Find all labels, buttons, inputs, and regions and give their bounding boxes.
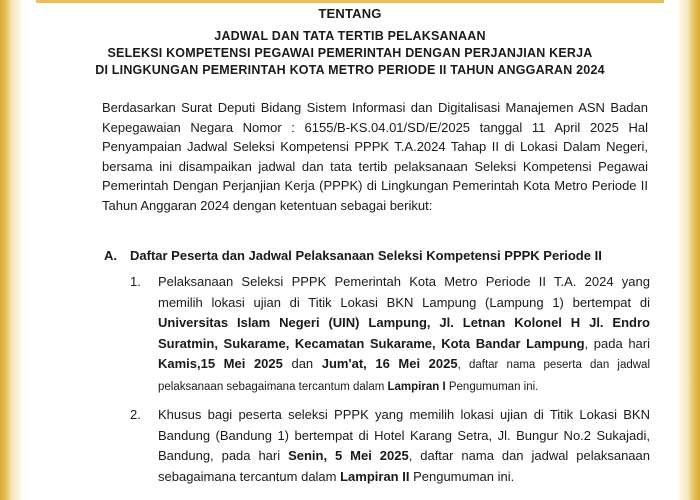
location-text: Universitas Islam Negeri (UIN) Lampung, Jl. Letnan Kolonel H Jl. Endro Suratmin, Sukarame, Kecamatan Sukarame, Kota Bandar Lampung (158, 315, 650, 351)
text-run: dan (282, 356, 322, 371)
heading-tentang: TENTANG (318, 6, 382, 21)
text-run: Pengumuman ini. (409, 468, 515, 484)
section-a-title: Daftar Peserta dan Jadwal Pelaksanaan Seleksi Kompetensi PPPK Periode II (130, 248, 602, 263)
list-item-1 (130, 272, 650, 397)
date-text: Jum'at, 16 Mei 2025 (321, 356, 458, 371)
list-item-2 (130, 405, 650, 487)
attachment-ref: Lampiran II (340, 468, 410, 484)
date-text: Senin, 5 Mei 2025 (288, 448, 409, 463)
text-run: Pengumuman ini. (445, 380, 539, 393)
document-title (40, 28, 660, 79)
title-line-3: DI LINGKUNGAN PEMERINTAH KOTA METRO PERIODE II TAHUN ANGGARAN 2024 (95, 63, 605, 77)
list-item-number: 1. (130, 274, 141, 289)
title-line-2: SELEKSI KOMPETENSI PEGAWAI PEMERINTAH DENGAN PERJANJIAN KERJA (107, 46, 593, 60)
list-item-text (158, 272, 650, 397)
list-item-number: 2. (130, 407, 141, 422)
document-page (40, 0, 660, 500)
decorative-frame-left (0, 0, 36, 500)
text-run: , daftar nama peserta dan jadwal pelaksanaan sebagaimana tercantum dalam (158, 359, 650, 393)
text-run: , pada hari (584, 335, 650, 351)
text-run: , daftar nama dan jadwal pelaksanaan sebagaimana tercantum dalam (158, 448, 650, 484)
section-a-heading (104, 248, 660, 263)
intro-paragraph: Berdasarkan Surat Deputi Bidang Sistem Informasi dan Digitalisasi Manajemen ASN Badan Kepegawaian Negara Nomor : 6155/B-KS.04.01/SD/E/2025 tanggal 11 April 2025 Hal Penyampaian Jadwal Seleksi Kompetensi PPPK T.A.2024 Tahap II di Lokasi Dalam Negeri, bersama ini disampaikan jadwal dan tata tertib pelaksanaan Seleksi Kompetensi Pegawai Pemerintah Dengan Perjanjian Kerja (PPPK) di Lingkungan Pemerintah Kota Metro Periode II Tahun Anggaran 2024 dengan ketentuan sebagai berikut: (102, 100, 648, 213)
date-text: Kamis,15 Mei 2025 (158, 356, 283, 371)
section-a-letter: A. (104, 248, 117, 263)
attachment-ref: Lampiran I (387, 380, 446, 393)
decorative-frame-right (664, 0, 700, 500)
text-run: Pelaksanaan Seleksi PPPK Pemerintah Kota Metro Periode II T.A. 2024 yang memilih lokasi ujian di Titik Lokasi BKN Lampung (Lampung 1) bertempat di (158, 274, 650, 310)
list-item-text (158, 405, 650, 487)
text-run: Khusus bagi peserta seleksi PPPK yang memilih lokasi ujian di Titik Lokasi BKN Bandung (Bandung 1) bertempat di Hotel Karang Setra, Jl. Bungur No.2 Sukajadi, Bandung, pada hari (158, 407, 650, 463)
title-line-1: JADWAL DAN TATA TERTIB PELAKSANAAN (214, 29, 486, 43)
